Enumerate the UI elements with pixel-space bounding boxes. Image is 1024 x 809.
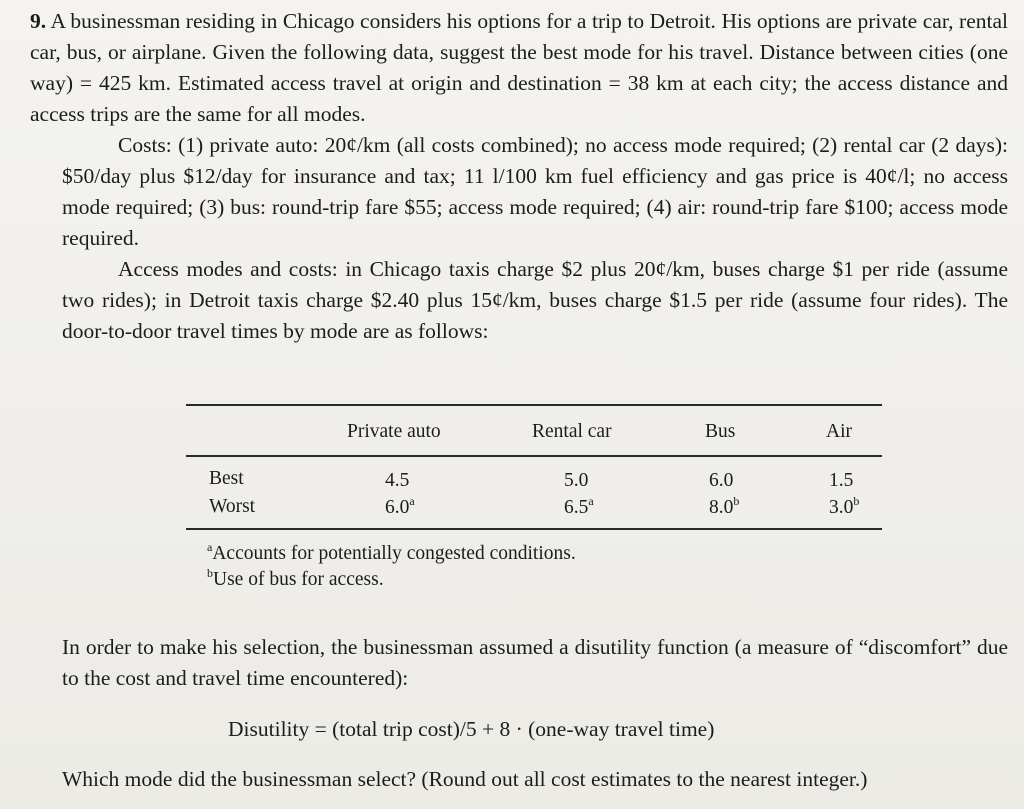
header-rental-car: Rental car (532, 421, 612, 442)
footnote-b: $^b$Use of bus for access. (207, 566, 384, 590)
question-text: Which mode did the businessman select? (Round out all cost estimates to the nearest integer.) (62, 767, 868, 791)
header-private-auto: Private auto (347, 421, 441, 442)
cell-worst-private-auto: 6.0$^a$ (385, 494, 415, 518)
footnote-b-mark: b (207, 566, 213, 580)
footnote-mark: b (853, 494, 860, 508)
header-air: Air (826, 421, 852, 442)
footnote-mark: a (588, 494, 594, 508)
problem-number: 9. (30, 9, 47, 33)
problem-intro-text: A businessman residing in Chicago considers his options for a trip to Detroit. His options are private car, rental car, bus, or airplane. Given the following data, suggest the best mode for his travel. Distance between cities (one way) = 425 km. Estimated access travel at origin and destination = 38 km at each city; the access distance and access trips are the same for all modes. (30, 9, 1008, 126)
footnote-a: $^a$Accounts for potentially congested conditions. (207, 540, 576, 564)
cell-best-bus: 6.0 (709, 470, 734, 491)
header-bus: Bus (705, 421, 736, 442)
costs-paragraph: Costs: (1) private auto: 20¢/km (all costs combined); no access mode required; (2) rental car (2 days): $50/day plus $12/day for insurance and tax; 11 l/100 km fuel efficiency and gas price is 40¢/l; no access mode required; (3) bus: round-trip fare $55; access mode required; (4) air: round-trip fare $100; access mode required. (62, 133, 1008, 250)
table-header-rule (186, 455, 882, 457)
footnote-a-mark: a (207, 540, 213, 554)
table-top-rule (186, 404, 882, 406)
row-label-best: Best (209, 468, 244, 489)
table-bottom-rule (186, 528, 882, 530)
cell-worst-bus: 8.0$^b$ (709, 494, 740, 518)
disutility-formula: Disutility = (total trip cost)/5 + 8 · (one-way travel time) (228, 717, 715, 741)
row-label-worst: Worst (209, 496, 256, 517)
cell-worst-air: 3.0$^b$ (829, 494, 860, 518)
cell-best-air: 1.5 (829, 470, 854, 491)
access-paragraph: Access modes and costs: in Chicago taxis charge $2 plus 20¢/km, buses charge $1 per ride (assume two rides); in Detroit taxis charge $2.40 plus 15¢/km, buses charge $1.5 per ride (assume four rides). The door-to-door travel times by mode are as follows: (62, 257, 1008, 343)
problem-intro (30, 6, 1008, 130)
selection-paragraph: In order to make his selection, the businessman assumed a disutility function (a measure of “discomfort” due to the cost and travel time encountered): (62, 635, 1008, 690)
cell-best-private-auto: 4.5 (385, 470, 410, 491)
footnote-mark: b (733, 494, 740, 508)
cell-best-rental-car: 5.0 (564, 470, 589, 491)
cell-worst-rental-car: 6.5$^a$ (564, 494, 594, 518)
footnote-mark: a (409, 494, 415, 508)
